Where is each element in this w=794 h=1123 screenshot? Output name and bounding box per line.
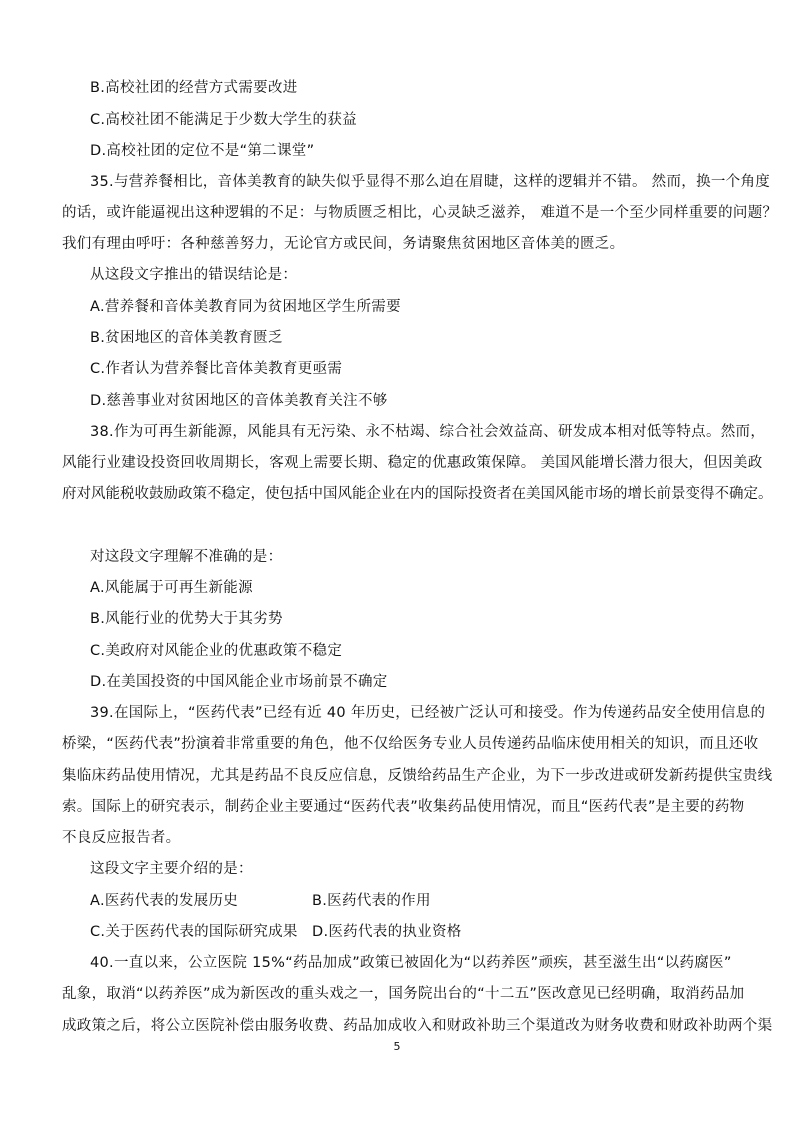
q38-option-c: C.美政府对风能企业的优惠政策不稳定: [90, 643, 343, 659]
q35-option-a: A.营养餐和音体美教育同为贫困地区学生所需要: [90, 299, 401, 315]
q34-option-b: B.高校社团的经营方式需要改进: [90, 80, 298, 96]
q39-passage-line-3: 集临床药品使用情况，尤其是药品不良反应信息，反馈给药品生产企业，为下一步改进或研发新药提供宝贵线: [62, 768, 773, 784]
q39-option-c: C.关于医药代表的国际研究成果: [90, 924, 298, 940]
q38-question: 对这段文字理解不准确的是：: [90, 549, 283, 565]
q35-option-b: B.贫困地区的音体美教育匮乏: [90, 330, 283, 346]
q38-option-b: B.风能行业的优势大于其劣势: [90, 611, 283, 627]
q38-option-d: D.在美国投资的中国风能企业市场前景不确定: [90, 674, 388, 690]
q39-passage-line-1: 39.在国际上，“医药代表”已经有近 40 年历史，已经被广泛认可和接受。作为传递药品安全使用信息的: [90, 705, 766, 721]
q40-passage-line-3: 成政策之后，将公立医院补偿由服务收费、药品加成收入和财政补助三个渠道改为财务收费和财政补助两个渠: [62, 1018, 773, 1034]
page-number: 5: [393, 1040, 401, 1053]
q35-question: 从这段文字推出的错误结论是：: [90, 267, 298, 283]
q39-option-b: B.医药代表的作用: [312, 893, 431, 909]
q38-passage-line-1: 38.作为可再生新能源，风能具有无污染、永不枯竭、综合社会效益高、研发成本相对低等特点。然而，: [90, 424, 766, 440]
q34-option-d: D.高校社团的定位不是“第二课堂”: [90, 143, 315, 159]
q38-passage-line-3: 府对风能税收鼓励政策不稳定，使包括中国风能企业在内的国际投资者在美国风能市场的增长前景变得不确定。: [62, 486, 773, 502]
q39-passage-line-4: 索。国际上的研究表示，制药企业主要通过“医药代表”收集药品使用情况，而且“医药代表”是主要的药物: [62, 799, 745, 815]
q39-option-a: A.医药代表的发展历史: [90, 893, 239, 909]
q35-passage-line-3: 我们有理由呼吁：各种慈善努力，无论官方或民间，务请聚焦贫困地区音体美的匮乏。: [62, 236, 625, 252]
q40-passage-line-1: 40.一直以来，公立医院 15%“药品加成”政策已被固化为“以药养医”顽疾，甚至滋生出“以药腐医”: [90, 955, 732, 971]
q34-option-c: C.高校社团不能满足于少数大学生的获益: [90, 112, 357, 128]
q39-passage-line-2: 桥梁，“医药代表”扮演着非常重要的角色，他不仅给医务专业人员传递药品临床使用相关的知识，而且还收: [62, 736, 759, 752]
q35-passage-line-2: 的话，或许能逼视出这种逻辑的不足：与物质匮乏相比，心灵缺乏滋养， 难道不是一个至少同样重要的问题？: [62, 205, 778, 221]
q38-passage-line-2: 风能行业建设投资回收周期长，客观上需要长期、稳定的优惠政策保障。 美国风能增长潜力很大，但因美政: [62, 455, 763, 471]
q35-option-d: D.慈善事业对贫困地区的音体美教育关注不够: [90, 393, 388, 409]
q35-passage-line-1: 35.与营养餐相比，音体美教育的缺失似乎显得不那么迫在眉睫，这样的逻辑并不错。 然而，换一个角度: [90, 174, 771, 190]
q39-passage-line-5: 不良反应报告者。: [62, 830, 181, 846]
q38-option-a: A.风能属于可再生新能源: [90, 580, 253, 596]
q39-question: 这段文字主要介绍的是：: [90, 861, 253, 877]
q35-option-c: C.作者认为营养餐比音体美教育更亟需: [90, 361, 343, 377]
q39-option-d: D.医药代表的执业资格: [312, 924, 462, 940]
q40-passage-line-2: 乱象，取消“以药养医”成为新医改的重头戏之一，国务院出台的“十二五”医改意见已经明确，取消药品加: [62, 986, 745, 1002]
